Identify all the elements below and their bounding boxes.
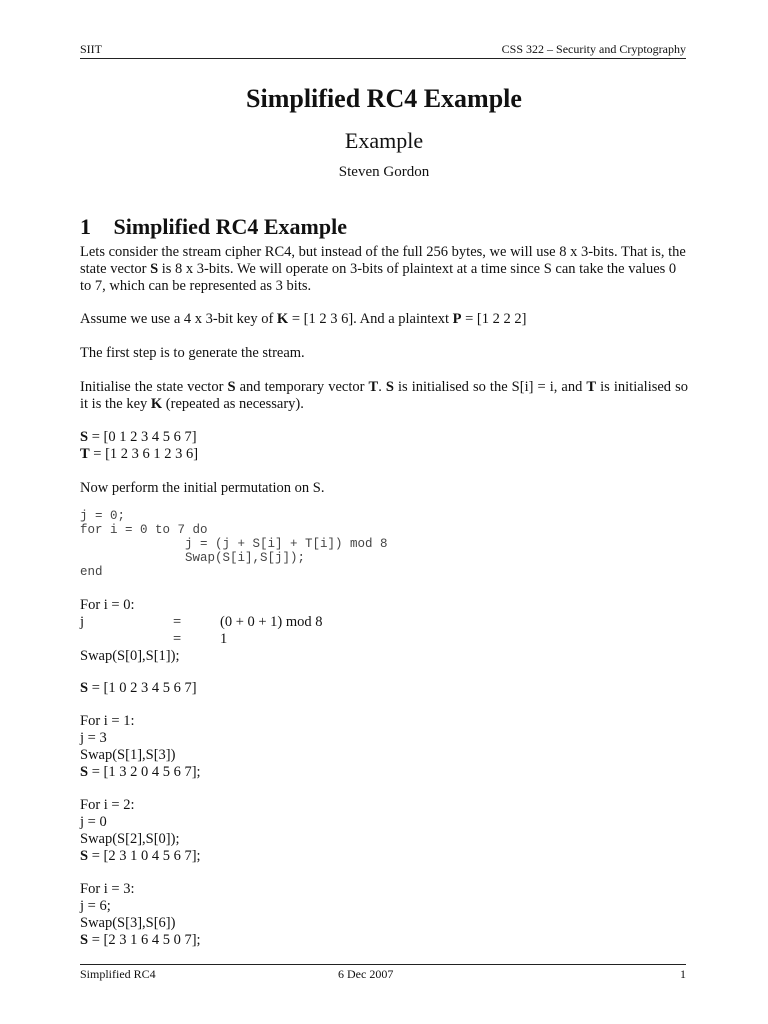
text-run: = [0 1 2 3 4 5 6 7]	[88, 429, 197, 445]
bold-symbol: S	[80, 429, 89, 445]
init-paragraph	[80, 379, 688, 413]
step-swap	[80, 648, 688, 665]
step-j: j = 0	[80, 814, 107, 830]
pseudocode-block: j = 0; for i = 0 to 7 do j = (j + S[i] + T[i]) mod 8 Swap(S[i],S[j]); end	[80, 509, 388, 579]
text-run: (0 + 0 + 1) mod 8	[220, 614, 323, 630]
bold-symbol: S	[80, 680, 89, 696]
step-state	[80, 764, 688, 781]
footer-title: Simplified RC4	[80, 967, 156, 981]
step-j: j = 3	[80, 730, 107, 746]
text-run: and temporary vector	[235, 379, 369, 395]
page-number: 1	[680, 967, 686, 981]
page-footer	[80, 964, 686, 983]
section-title: Simplified RC4 Example	[113, 214, 347, 239]
section-number: 1	[80, 214, 91, 239]
step-heading: For i = 3:	[80, 881, 135, 897]
step-swap: Swap(S[2],S[0]);	[80, 831, 180, 847]
bold-symbol: T	[368, 379, 379, 395]
step-equation	[80, 614, 688, 631]
text-run: = [1 2 3 6 1 2 3 6]	[89, 446, 199, 462]
text-run: For i = 0:	[80, 597, 135, 613]
key-paragraph	[80, 311, 688, 328]
text-run: is 8 x 3-bits. We will operate on 3-bits of plaintext at a time since S can take the values 0 to 7, which can be represented as 3 bits.	[80, 261, 677, 294]
step-i2	[80, 797, 688, 865]
permutation-paragraph: Now perform the initial permutation on S.	[80, 480, 325, 496]
bold-symbol: K	[150, 396, 163, 412]
step-swap: Swap(S[3],S[6])	[80, 915, 176, 931]
step-state	[80, 848, 688, 865]
text-run: = [1 2 3 6]. And a plaintext	[288, 311, 453, 327]
bold-symbol: P	[452, 311, 462, 327]
text-run: = [2 3 1 6 4 5 0 7];	[88, 932, 201, 948]
text-run: =	[173, 631, 182, 647]
text-run: = [2 3 1 0 4 5 6 7];	[88, 848, 201, 864]
header-institution: SIIT	[80, 42, 102, 56]
bold-symbol: S	[385, 379, 394, 395]
text-run: Swap(S[0],S[1]);	[80, 648, 180, 664]
text-run: = [1 0 2 3 4 5 6 7]	[88, 680, 197, 696]
bold-symbol: K	[276, 311, 289, 327]
temp-vector-line	[80, 446, 688, 463]
step-i0	[80, 597, 688, 665]
text-run: is initialised so the S[i] = i, and	[393, 379, 587, 395]
step-equation	[80, 631, 688, 648]
document-author: Steven Gordon	[338, 164, 430, 180]
document-subtitle: Example	[344, 128, 424, 153]
step-j: j = 6;	[80, 898, 111, 914]
header-course: CSS 322 – Security and Cryptography	[501, 42, 686, 56]
step-state	[80, 932, 688, 949]
bold-symbol: S	[227, 379, 236, 395]
intro-paragraph	[80, 244, 688, 295]
document-title: Simplified RC4 Example	[246, 84, 522, 113]
step-swap: Swap(S[1],S[3])	[80, 747, 176, 763]
bold-symbol: T	[586, 379, 597, 395]
state-after-i0	[80, 680, 688, 697]
page-header	[80, 40, 686, 59]
text-run: .	[378, 379, 386, 395]
section-heading	[80, 214, 347, 240]
step-heading	[80, 597, 688, 614]
text-run: Initialise the state vector	[80, 379, 228, 395]
text-run: is initialised so it is the key	[80, 379, 689, 412]
text-run: Lets consider the stream cipher RC4, but instead of the full 256 bytes, we will use 8 x 3-bits. That is, the state vector	[80, 244, 686, 277]
step-heading: For i = 2:	[80, 797, 135, 813]
text-run: = [1 2 2 2]	[461, 311, 527, 327]
footer-date: 6 Dec 2007	[338, 967, 394, 981]
bold-symbol: T	[80, 446, 90, 462]
text-run: j	[80, 614, 85, 630]
bold-symbol: S	[80, 932, 89, 948]
text-run: =	[173, 614, 182, 630]
state-vector-line	[80, 429, 688, 446]
text-run: = [1 3 2 0 4 5 6 7];	[88, 764, 201, 780]
step-heading: For i = 1:	[80, 713, 135, 729]
text-run: 1	[220, 631, 228, 647]
step-i3	[80, 881, 688, 949]
step-i1	[80, 713, 688, 781]
bold-symbol: S	[150, 261, 159, 277]
first-step-paragraph: The first step is to generate the stream.	[80, 345, 305, 361]
text-run: Assume we use a 4 x 3-bit key of	[80, 311, 277, 327]
bold-symbol: S	[80, 848, 89, 864]
text-run: (repeated as necessary).	[162, 396, 304, 412]
vector-definitions	[80, 429, 688, 463]
bold-symbol: S	[80, 764, 89, 780]
